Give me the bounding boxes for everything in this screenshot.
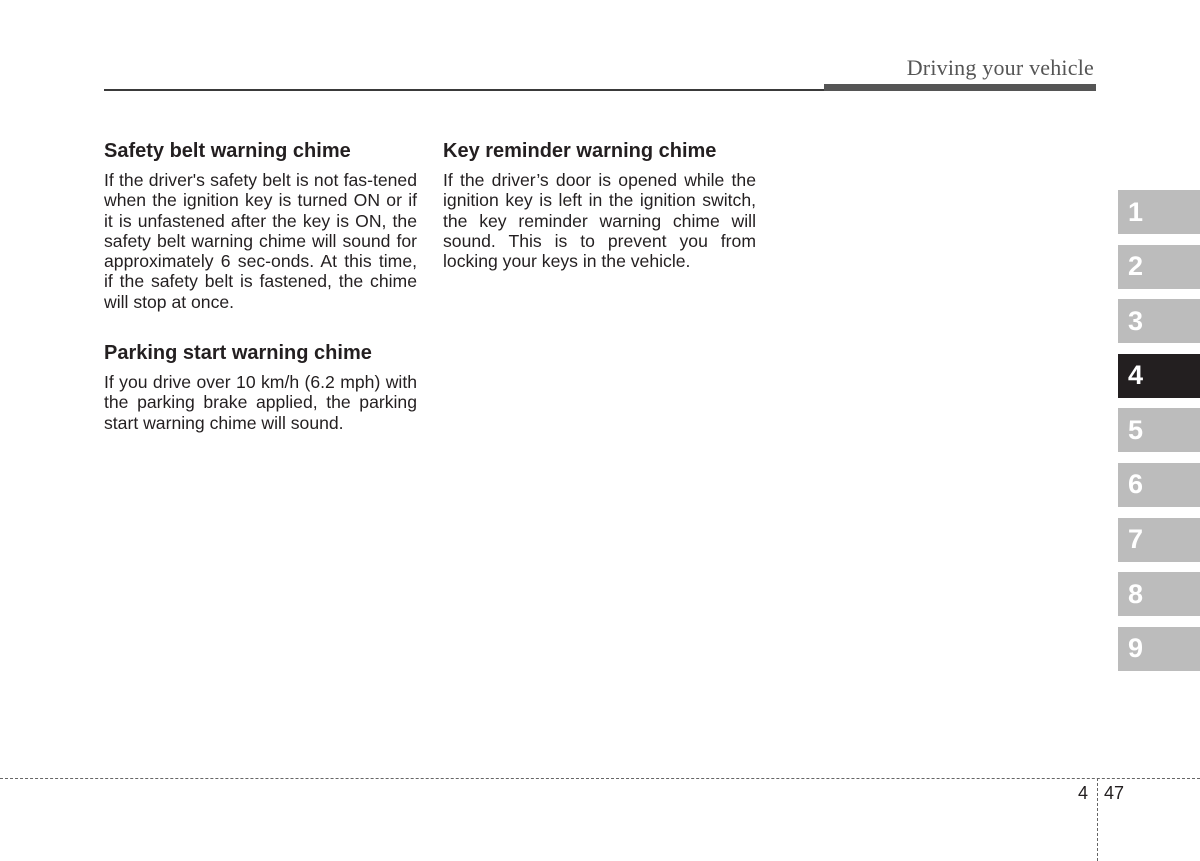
- chapter-tab-6[interactable]: 6: [1118, 463, 1200, 507]
- section-parking-start-chime: [104, 340, 417, 433]
- chapter-tab-1[interactable]: 1: [1118, 190, 1200, 234]
- section-heading: Safety belt warning chime: [104, 140, 351, 162]
- footer-divider: [0, 778, 1200, 779]
- footer-page-number: 47: [1104, 783, 1125, 803]
- chapter-tab-7[interactable]: 7: [1118, 518, 1200, 562]
- left-column: [104, 138, 417, 461]
- chapter-tab-9[interactable]: 9: [1118, 627, 1200, 671]
- section-key-reminder-chime: [443, 138, 756, 271]
- header-rule: [104, 89, 826, 91]
- chapter-tab-3[interactable]: 3: [1118, 299, 1200, 343]
- chapter-tab-5[interactable]: 5: [1118, 408, 1200, 452]
- chapter-tabs: [1118, 190, 1200, 681]
- chapter-tab-4[interactable]: 4: [1118, 354, 1200, 398]
- chapter-tab-2[interactable]: 2: [1118, 245, 1200, 289]
- section-safety-belt-chime: [104, 138, 417, 312]
- footer-page-separator: [1097, 778, 1098, 861]
- section-heading: Parking start warning chime: [104, 342, 372, 365]
- footer-chapter-number: 4: [1078, 783, 1089, 803]
- right-column: [443, 138, 756, 299]
- page-header-title: Driving your vehicle: [906, 55, 1094, 80]
- section-body: If you drive over 10 km/h (6.2 mph) with the parking brake applied, the parking start warning chime will sound.: [104, 372, 417, 433]
- section-body: If the driver’s door is opened while the ignition key is left in the ignition switch, the key reminder warning chime will sound. This is to prevent you from locking your keys in the vehicle.: [443, 170, 756, 272]
- section-body: If the driver's safety belt is not fas-tened when the ignition key is turned ON or if it is unfastened after the key is ON, the safety belt warning chime will sound for approximately 6 sec-onds. At this time, if the safety belt is fastened, the chime will stop at once.: [104, 170, 417, 312]
- header-rule-accent: [824, 84, 1096, 91]
- chapter-tab-8[interactable]: 8: [1118, 572, 1200, 616]
- section-heading: Key reminder warning chime: [443, 140, 717, 162]
